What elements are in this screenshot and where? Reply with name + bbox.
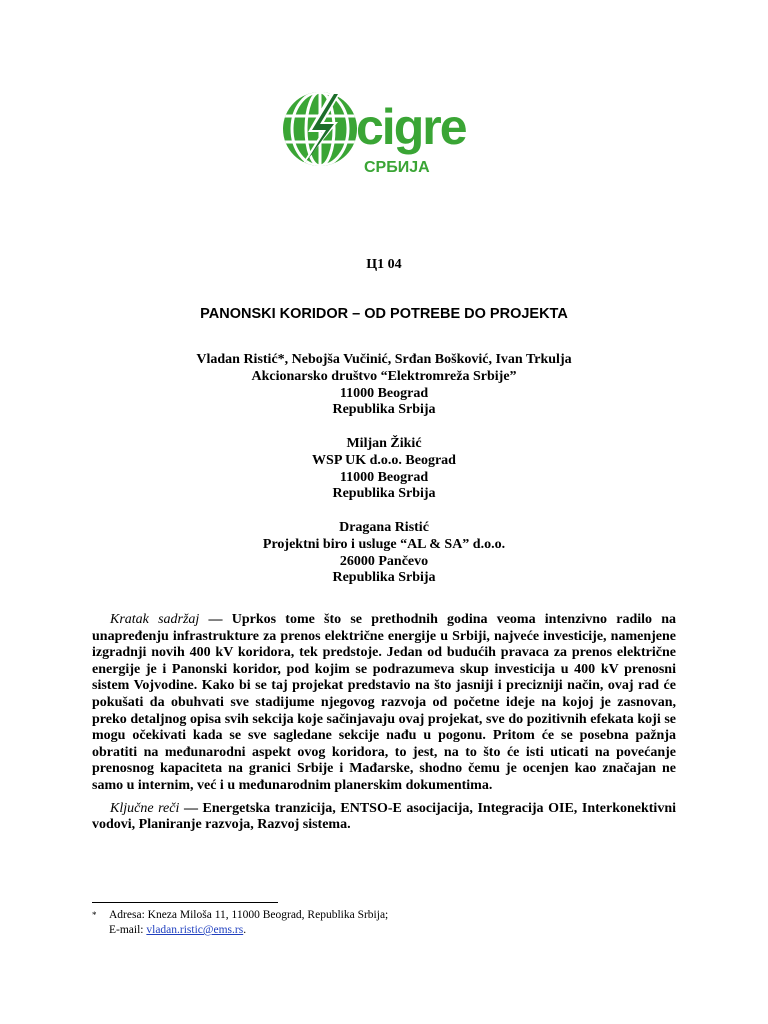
footnote-mark: * (92, 910, 97, 920)
cigre-globe-icon (280, 86, 490, 176)
cigre-logo (280, 86, 490, 176)
author-line: Dragana Ristić (339, 519, 429, 535)
author-line: 11000 Beograd (339, 469, 429, 485)
author-line: Akcionarsko društvo “Elektromreža Srbije” (251, 368, 517, 384)
abstract-paragraph (92, 612, 676, 795)
keywords-paragraph (92, 801, 676, 834)
paper-code: Ц1 04 (366, 257, 402, 272)
author-line: Projektni biro i usluge “AL & SA” d.o.o. (262, 536, 506, 552)
email-link[interactable]: vladan.ristic@ems.rs (146, 924, 244, 936)
author-group-3 (0, 520, 768, 587)
abstract-label: Kratak sadržaj (110, 612, 200, 627)
email-suffix: . (243, 924, 247, 936)
author-line: Republika Srbija (332, 486, 436, 502)
author-line: 26000 Pančevo (339, 553, 429, 569)
author-line: 11000 Beograd (339, 385, 429, 401)
paper-title: PANONSKI KORIDOR – OD POTREBE DO PROJEKTA (200, 306, 568, 322)
logo-wordmark: cigre (356, 99, 466, 155)
author-line: WSP UK d.o.o. Beograd (312, 452, 456, 468)
keywords-text: — Energetska tranzicija, ENTSO-E asocijacija, Integracija OIE, Interkonektivni vodovi, Planiranje razvoja, Razvoj sistema. (92, 800, 676, 833)
abstract-text: — Uprkos tome što se prethodnih godina veoma intenzivno radilo na unapređenju infrastrukture za prenos električne energije u Srbiji, najveće investicije, namenjene izgradnji novih 400 kV koridora, tek predstoje. Jedan od budućih pravaca za prenos električne energije je i Panonski koridor, pod kojim se podrazumeva skup investicija u 400 kV prenosni sistem Vojvodine. Kako bi se taj projekat predstavio na što jasniji i precizniji način, ovaj rad će pokušati da obuhvati sve stadijume njegovog razvoja od početne ideje na kojoj je zasnovan, preko detaljnog opisa svih sekcija koje sačinjavaju ovaj projekat, sve do pozitivnih efekata koji se mogu očekivati kada se sve sagledane sekcije nađu u pogonu. Pritom će se posebna pažnja obratiti na međunarodni aspekt ovog koridora, to jest, na to što će isti uticati na povećanje prenosnog kapaciteta na granici Srbije i Mađarske, shodno čemu je ocenjen kao značajan ne samo u internim, već i u međunarodnim planerskim dokumentima. (92, 612, 676, 793)
author-group-1 (0, 352, 768, 419)
authors (0, 352, 768, 604)
footnote-divider (92, 902, 278, 903)
author-line: Miljan Žikić (346, 435, 422, 451)
footnote (92, 908, 388, 938)
email-label: E-mail: (109, 924, 147, 936)
author-line: Republika Srbija (332, 570, 436, 586)
footnote-address: Adresa: Kneza Miloša 11, 11000 Beograd, Republika Srbija; (109, 909, 389, 921)
author-line: Republika Srbija (332, 402, 436, 418)
author-group-2 (0, 436, 768, 503)
keywords-label: Ključne reči (110, 800, 180, 816)
logo-subtitle: СРБИЈА (364, 159, 430, 176)
author-line: Vladan Ristić*, Nebojša Vučinić, Srđan Bošković, Ivan Trkulja (196, 352, 572, 367)
abstract-section (92, 612, 676, 840)
